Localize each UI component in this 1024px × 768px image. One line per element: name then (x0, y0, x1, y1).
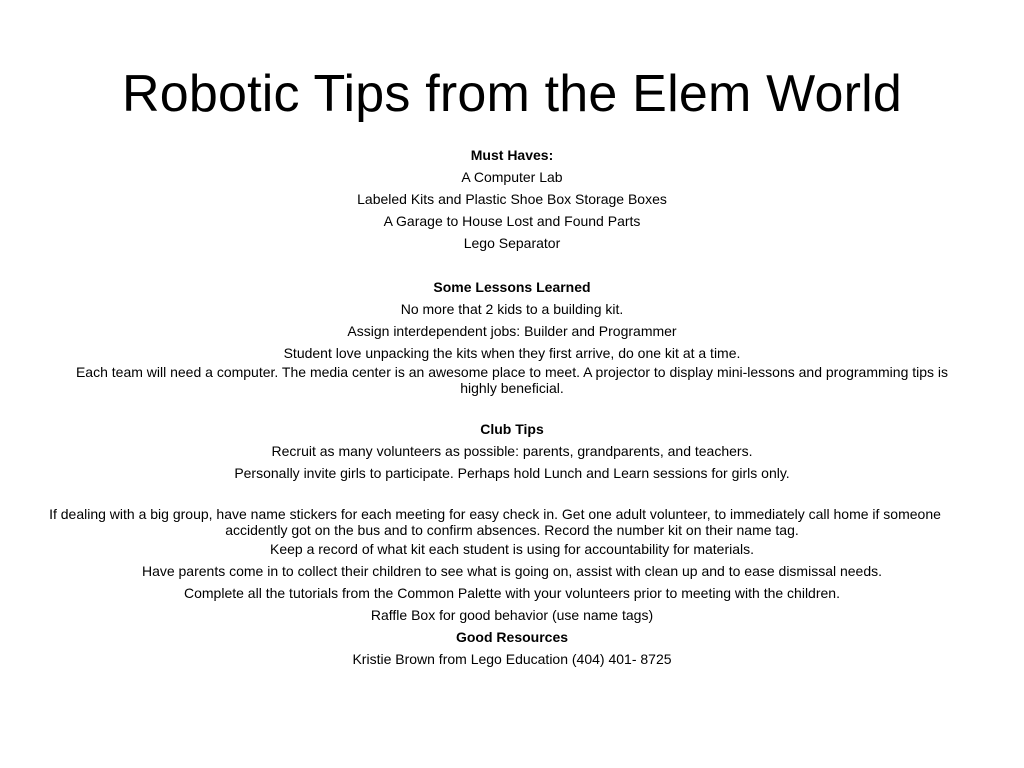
lessons-heading: Some Lessons Learned (433, 279, 591, 295)
resource-item: Kristie Brown from Lego Education (404) 401- 8725 (352, 651, 672, 667)
must-have-item: A Computer Lab (461, 169, 563, 185)
slide-body (49, 144, 966, 670)
lesson-item: Each team will need a computer. The media center is an awesome place to meet. A projector to display mini-lessons and programming tips is highly beneficial. (75, 364, 949, 396)
club-tip-item: Personally invite girls to participate. Perhaps hold Lunch and Learn sessions for girls only. (234, 465, 790, 481)
club-tip-item: Complete all the tutorials from the Common Palette with your volunteers prior to meeting with the children. (184, 585, 840, 601)
resources-heading: Good Resources (455, 629, 569, 645)
lesson-item: Student love unpacking the kits when they first arrive, do one kit at a time. (283, 345, 741, 361)
must-have-item: A Garage to House Lost and Found Parts (383, 213, 641, 229)
must-haves-heading: Must Haves: (470, 147, 554, 163)
club-tip-item: Recruit as many volunteers as possible: parents, grandparents, and teachers. (271, 443, 753, 459)
club-tip-item: Raffle Box for good behavior (use name tags) (370, 607, 654, 623)
must-have-item: Lego Separator (463, 235, 561, 251)
spacer (58, 254, 966, 276)
spacer (58, 396, 966, 418)
club-tips-heading: Club Tips (480, 421, 544, 437)
club-tip-item: Keep a record of what kit each student is using for accountability for materials. (269, 541, 755, 557)
must-have-item: Labeled Kits and Plastic Shoe Box Storage Boxes (357, 191, 667, 207)
lesson-item: Assign interdependent jobs: Builder and Programmer (347, 323, 677, 339)
spacer (58, 484, 966, 506)
club-tip-item: Have parents come in to collect their children to see what is going on, assist with clean up and to ease dismissal needs. (141, 563, 883, 579)
club-tip-item: If dealing with a big group, have name stickers for each meeting for easy check in. Get one adult volunteer, to immediately call home if someone accidently got on the bus and to confirm absences. Record the number kit on their name tag. (49, 506, 941, 538)
slide-title: Robotic Tips from the Elem World (122, 65, 902, 123)
lesson-item: No more that 2 kids to a building kit. (400, 301, 624, 317)
